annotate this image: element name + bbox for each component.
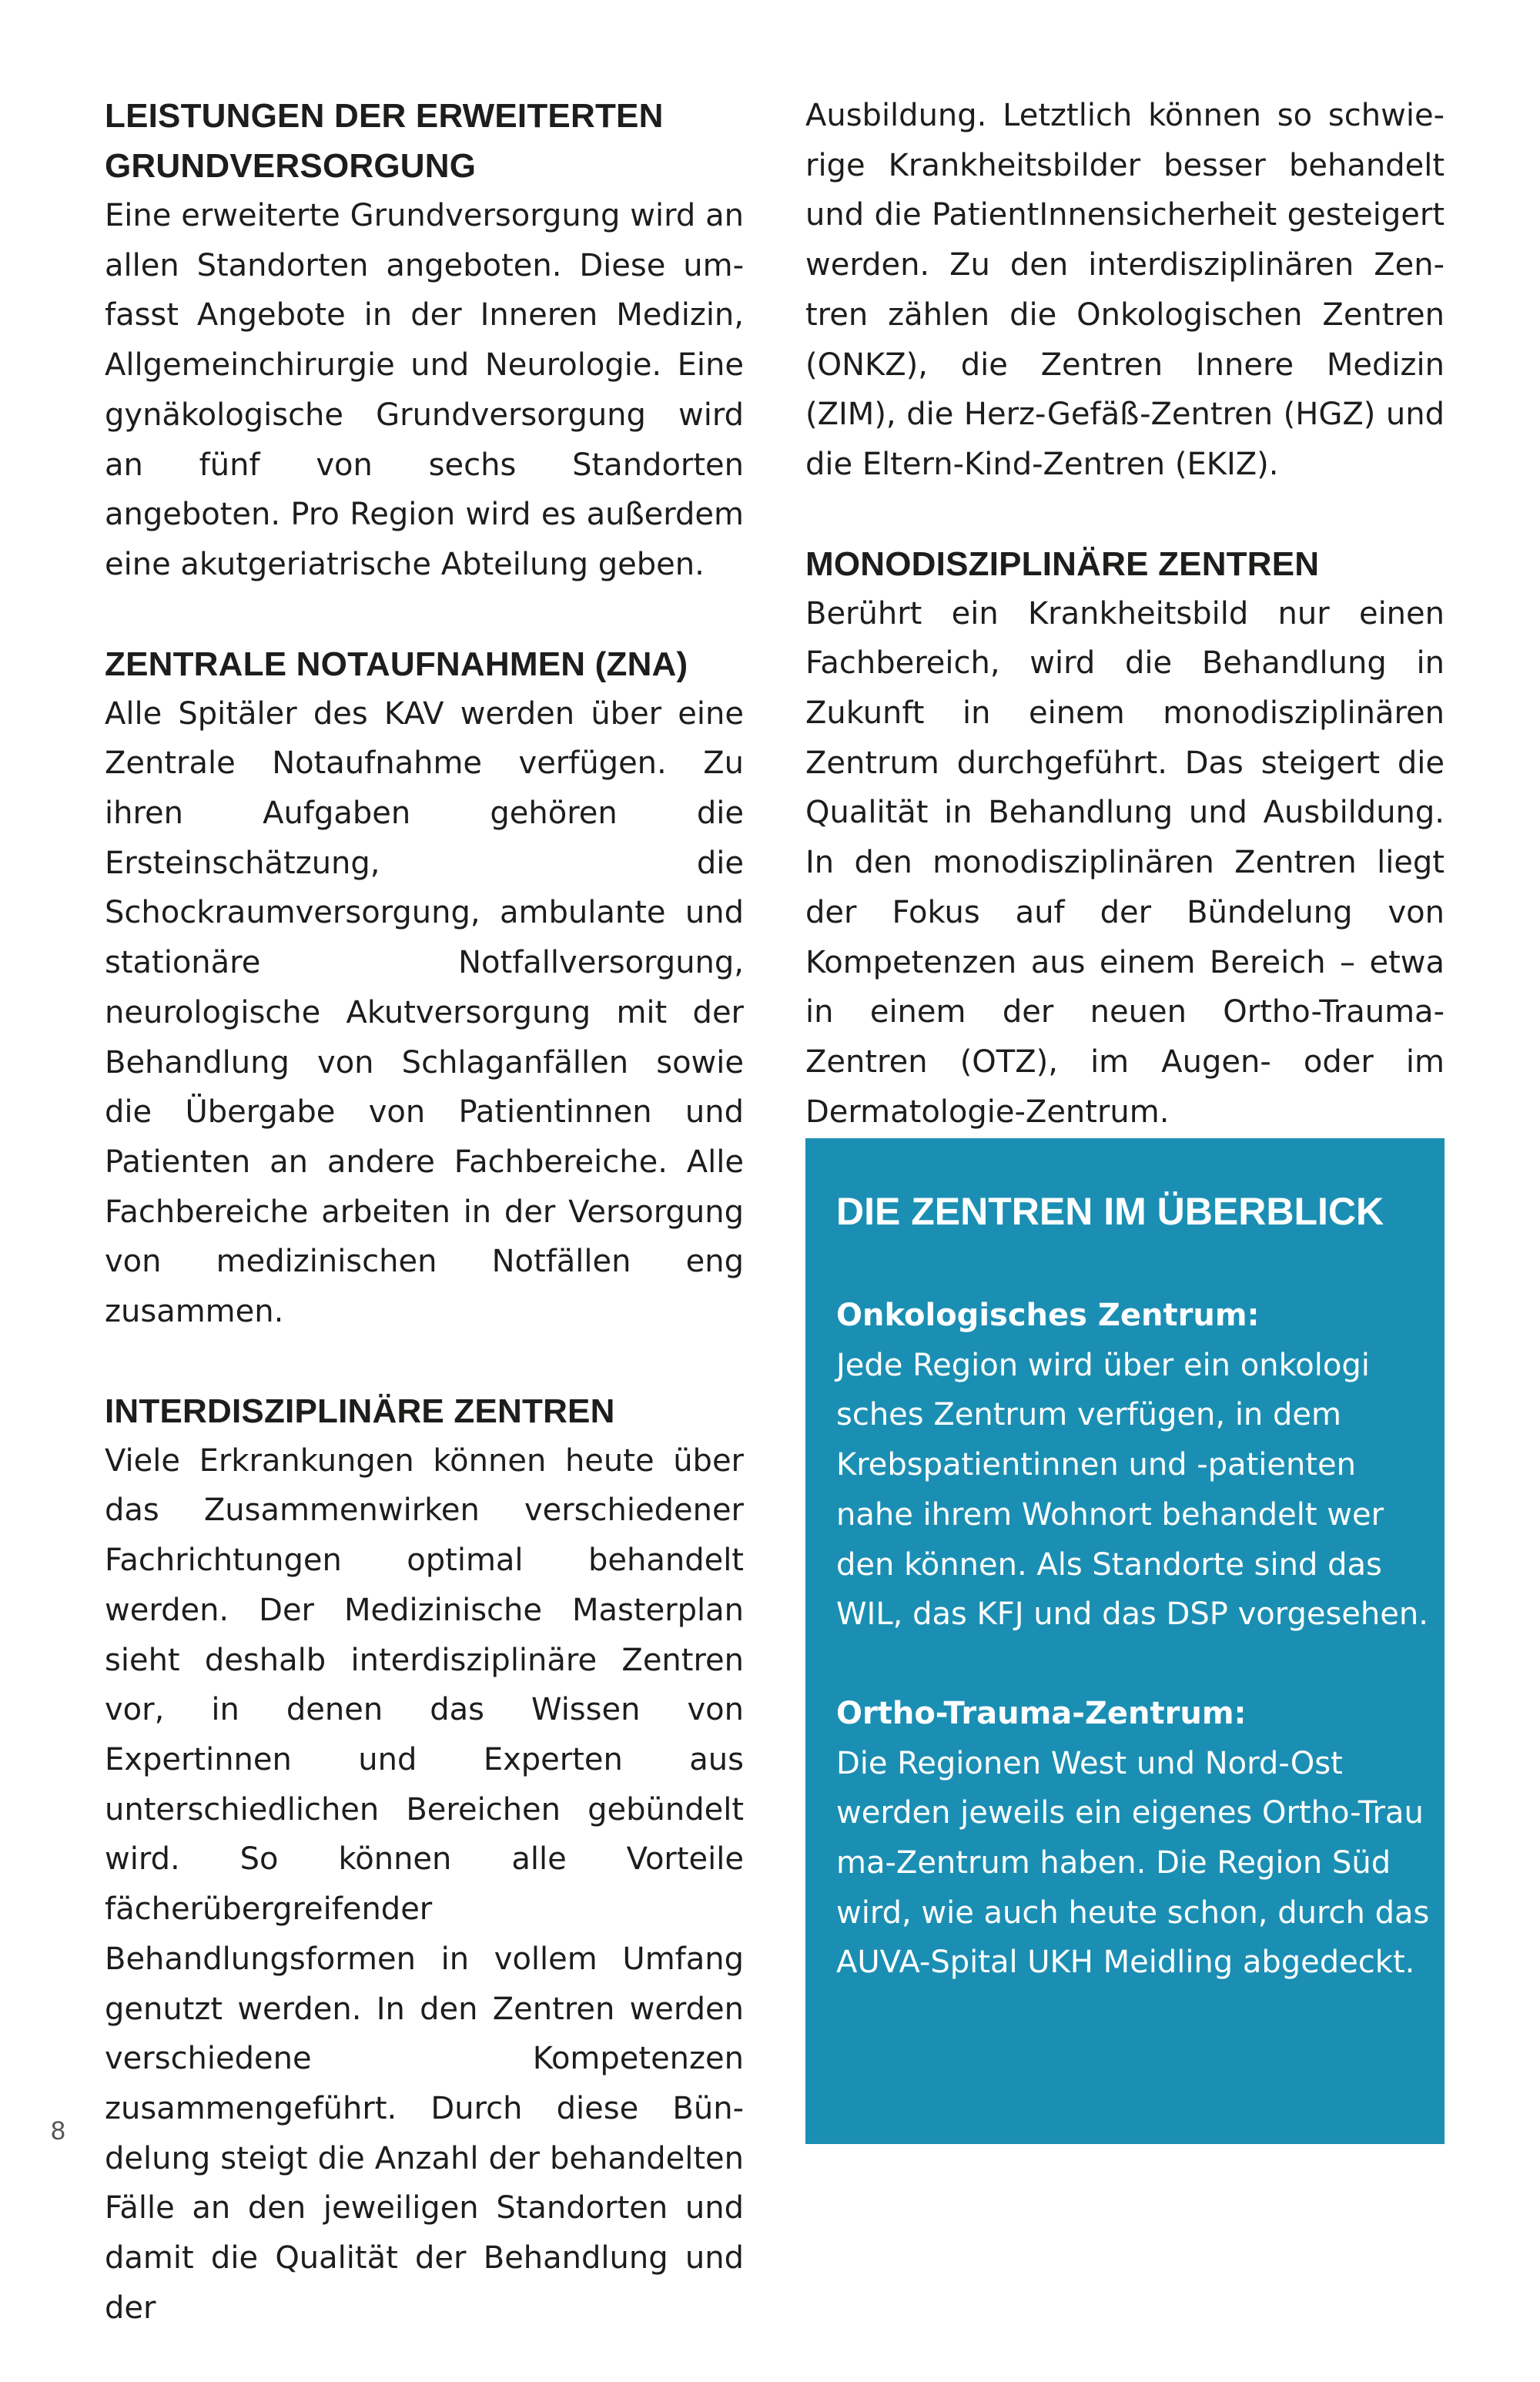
- info-line: wird, wie auch heute schon, durch das: [836, 1895, 1430, 1931]
- info-item-onkologisches-zentrum: [836, 1291, 1428, 1640]
- info-line: nahe ihrem Wohnort behandelt wer: [836, 1496, 1384, 1533]
- info-item-subtitle: Ortho-Trauma-Zentrum:: [836, 1695, 1247, 1731]
- info-item-text: [836, 1739, 1430, 1988]
- info-item-ortho-trauma-zentrum: [836, 1689, 1430, 1988]
- section-monodisziplinaere-zentren: [805, 539, 1445, 1137]
- section-heading: MONODISZIPLINÄRE ZENTREN: [805, 544, 1320, 583]
- info-item-text: [836, 1341, 1428, 1640]
- section-text: Viele Erkrankungen können heute über das Zusammenwirken verschiedener Fachrichtungen optimal behandelt werden. Der Medizinische Masterplan sieht deshalb interdisziplinäre Zentren vor, in denen das Wissen von Expertinnen und Experten aus unterschiedlichen Bereichen gebündelt wird. So können alle Vorteile fächerübergreifender Behandlungsformen in vollem Umfang genutzt werden. In den Zentren werden verschiedene Kompetenzen zusammengeführt. Durch diese Bündelung steigt die Anzahl der behandelten Fälle an den jeweiligen Standorten und damit die Qualität der Behandlung und der: [105, 1442, 744, 2326]
- info-line: Krebspatientinnen und -patienten: [836, 1447, 1357, 1483]
- section-erweiterte-grundversorgung: [105, 91, 744, 590]
- info-line: Jede Region wird über ein onkologi: [836, 1347, 1370, 1383]
- info-box-title: DIE ZENTREN IM ÜBERBLICK: [836, 1190, 1384, 1233]
- right-column: [805, 91, 1445, 1186]
- info-line: WIL, das KFJ und das DSP vorgesehen.: [836, 1596, 1428, 1633]
- info-item-subtitle: Onkologisches Zentrum:: [836, 1298, 1260, 1333]
- section-heading: [105, 91, 744, 191]
- continued-text: Ausbildung. Letztlich können so schwierige Krankheitsbilder besser behandelt und die PatientInnensicherheit gesteigert werden. Zu den interdisziplinären Zentren zählen die Onkologischen Zentren (ONKZ), die Zentren Innere Medizin (ZIM), die Herz-Gefäß-Zentren (HGZ) und die Eltern-Kind-Zentren (EKIZ).: [805, 98, 1445, 482]
- info-line: ma-Zentrum haben. Die Region Süd: [836, 1845, 1391, 1881]
- section-heading: ZENTRALE NOTAUFNAHMEN (ZNA): [105, 645, 688, 683]
- info-line: sches Zentrum verfügen, in dem: [836, 1397, 1341, 1433]
- info-line: werden jeweils ein eigenes Ortho-Trau: [836, 1795, 1424, 1831]
- page-number: 8: [51, 2116, 65, 2146]
- section-text: Eine erweiterte Grundversorgung wird an allen Standorten angeboten. Diese umfasst Angebote in der Inneren Medizin, Allgemeinchirurgie und Neurologie. Eine gynäkologische Grundversorgung wird an fünf von sechs Standorten angeboten. Pro Region wird es außerdem eine akutgeriatrische Abteilung geben.: [105, 198, 744, 582]
- info-line: Die Regionen West und Nord-Ost: [836, 1745, 1343, 1781]
- section-interdisziplinaere-zentren: [105, 1386, 744, 2333]
- section-text: Berührt ein Krankheitsbild nur einen Fachbereich, wird die Behandlung in Zukunft in einem monodisziplinären Zentrum durchgeführt. Das steigert die Qualität in Behandlung und Ausbildung. In den monodisziplinären Zentren liegt der Fokus auf der Bündelung von Kompetenzen aus einem Bereich – etwa in einem der neuen Ortho-Trauma-Zentren (OTZ), im Augen- oder im Dermatologie-Zentrum.: [805, 595, 1445, 1130]
- continued-text-block: [805, 91, 1445, 490]
- heading-line-2: GRUNDVERSORGUNG: [105, 147, 477, 185]
- info-box-zentren-ueberblick: [805, 1138, 1445, 2144]
- info-line: AUVA-Spital UKH Meidling abgedeckt.: [836, 1945, 1415, 1981]
- heading-line-1: LEISTUNGEN DER ERWEITERTEN: [105, 97, 664, 135]
- info-line: den können. Als Standorte sind das: [836, 1546, 1382, 1583]
- section-zentrale-notaufnahmen: [105, 639, 744, 1337]
- section-text: Alle Spitäler des KAV werden über eine Zentrale Notaufnahme verfügen. Zu ihren Aufgaben gehören die Ersteinschätzung, die Schockraumversorgung, ambulante und stationäre Notfallversorgung, neurologische Akutversorgung mit der Behandlung von Schlaganfällen sowie die Übergabe von Patientinnen und Patienten an andere Fachbereiche. Alle Fachbereiche arbeiten in der Versorgung von medizinischen Notfällen eng zusammen.: [105, 695, 744, 1330]
- section-heading: INTERDISZIPLINÄRE ZENTREN: [105, 1392, 615, 1430]
- left-column: [105, 91, 744, 2382]
